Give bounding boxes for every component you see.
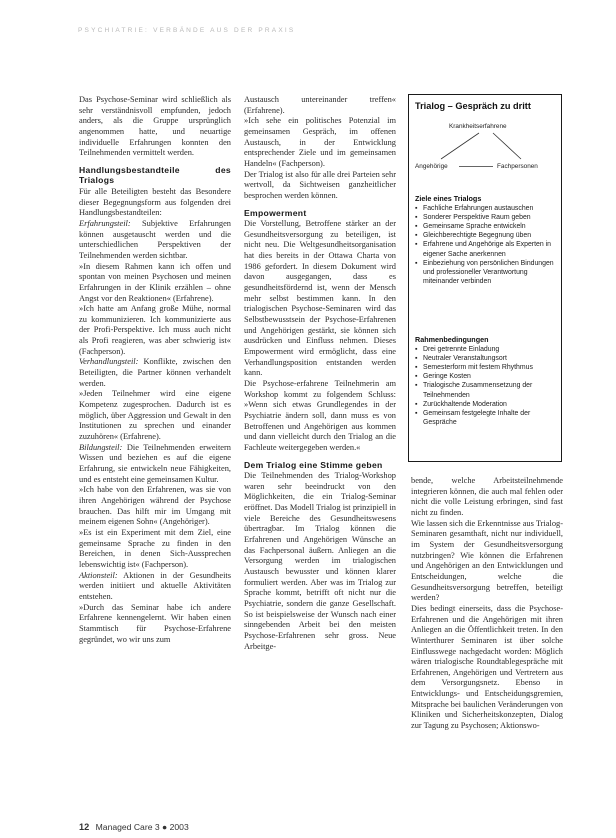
quote: »Es ist ein Experiment mit dem Ziel, eine gemeinsame Sprache zu finden in den Bereichen, in denen Sich-Aussprechen lebenswichtig ist« (Fachperson). bbox=[79, 527, 231, 569]
paragraph: Für alle Beteiligten besteht das Besondere dieser Begegnungsform aus folgenden drei Handlungsbestandteilen: bbox=[79, 186, 231, 218]
quote: »Ich hatte am Anfang große Mühe, normal zu kommunizieren. Ich kommunizierte aus der Profi-Perspektive. Ich muss auch nicht als Profi reagieren, was aber schwierig ist« (Fachperson). bbox=[79, 304, 231, 356]
paragraph: Die Vorstellung, Betroffene stärker an der Gesundheitsversorgung zu beteiligen, ist nicht neu. Die Weltgesundheitsorganisation hat dies bereits in der Ottawa Charta von 1986 gefordert. In diesem Dokument wird davon ausgegangen, dass es gesundheitsfördernd ist, wenn der Mensch mehr selbst bestimmen kann. In den trialogischen Psychose-Seminaren wird das Selbstbewusstsein der Psychose-Erfahrenen und Angehörigen gestärkt, sie können sich ausdrücken und Einfluss nehmen. Dieses Empowerment wird ermöglicht, dass eine Verhandlungsposition entstanden werden kann. bbox=[244, 219, 396, 378]
page-number: 12 bbox=[79, 822, 90, 832]
paragraph: Die Teilnehmenden des Trialog-Workshop waren sehr beeindruckt von den Möglichkeiten, die ein Trialog-Seminar eröffnet. Das Modell Trialog ist prinzipiell in viele Bereiche des Gesundheitswesens übertragbar. Im Trialog können die Erfahrenen und Angehörigen Wünsche an das Fachpersonal äußern. Anliegen an die Versorgung werden im trialogischen Austausch bewusster und können klarer formuliert werden. Aber was im Trialog zur Sprache kommt, betrifft oft nicht nur die Psychiatrie, sondern die ganze Gesellschaft. So ist beispielsweise der Wunsch nach einer sinngebenden Arbeit bei den meisten Psychose-Erfahrenen sehr gross. Neue Arbeitge- bbox=[244, 471, 396, 651]
paragraph: Die Psychose-erfahrene Teilnehmerin am Workshop kommt zu folgendem Schluss: »Wenn sich etwas Grundlegendes in der Psychiatrie ändern soll, dann muss es von Betroffenen und Angehörigen aus kommen und dann vielleicht durch den Trialog an die Fachleute weitergegeben werden.« bbox=[244, 378, 396, 452]
column-1 bbox=[79, 95, 231, 645]
list-item: ▪ Zurückhaltende Moderation bbox=[415, 400, 557, 409]
conditions-list bbox=[415, 345, 557, 427]
term: Bildungsteil: bbox=[79, 442, 123, 452]
list-item: ▪ Geringe Kosten bbox=[415, 372, 557, 381]
diagram-label-top: Krankheitserfahrene bbox=[449, 123, 507, 130]
paragraph: Austausch untereinander treffen« (Erfahrene). bbox=[244, 95, 396, 115]
paragraph: Der Trialog ist also für alle drei Parteien sehr wertvoll, da Sichtweisen ganzheitlicher besprochen werden können. bbox=[244, 169, 396, 200]
paragraph bbox=[79, 357, 231, 389]
box-title: Trialog – Gespräch zu dritt bbox=[415, 101, 531, 111]
goals-title: Ziele eines Trialogs bbox=[415, 194, 482, 203]
list-item: ▪ Erfahrene und Angehörige als Experten in eigener Sache anerkennen bbox=[415, 240, 557, 258]
quote: »Ich sehe ein politisches Potenzial im gemeinsamen Gespräch, im offenen Austausch, in der Entwicklung entsprechender Ziele und im gemeinsamen Handeln« (Fachperson). bbox=[244, 116, 396, 168]
conditions-title: Rahmenbedingungen bbox=[415, 335, 489, 344]
goals-list bbox=[415, 204, 557, 286]
paragraph: Das Psychose-Seminar wird schließlich als sehr verständnisvoll empfunden, jedoch anders, als die Gruppe ursprünglich angenommen hatte, und neuartige individuelle Erfahrungen konnten den Teilnehmenden vermittelt werden. bbox=[79, 95, 231, 158]
journal-name: Managed Care bbox=[95, 822, 153, 832]
list-item: ▪ Trialogische Zusammensetzung der Teilnehmenden bbox=[415, 381, 557, 399]
conditions-section bbox=[415, 335, 557, 427]
paragraph bbox=[79, 219, 231, 262]
paragraph-text: Die Teilnehmenden erweitern Wissen und beziehen es auf die eigene Erfahrung, sie entwickeln neue Fähigkeiten, und es entsteht eine gemeinsamen Kultur. bbox=[79, 442, 231, 484]
paragraph: Dies bedingt einerseits, dass die Psychose-Erfahrenen und die Angehörigen mit ihren Anliegen an die Öffentlichkeit treten. In den Winterthurer Seminaren ist über solche Einflusswege nachgedacht worden: Möglich wären trialogische Roundtablegespräche mit Erfahrenen, Angehörigen und Vertretern aus dem Versorgungsnetz. Ebenso in Entwicklungs- und Entscheidungsgremien, Mitsprache bei baulichen Veränderungen von Kliniken und Sicherheitskonzepten, Dialog zur Tagung zu Psychosen; Aktionswo- bbox=[411, 603, 563, 731]
diagram-connector-left bbox=[441, 133, 479, 159]
list-item: ▪ Neutraler Veranstaltungsort bbox=[415, 354, 557, 363]
quote: »Ich habe von den Erfahrenen, was sie von ihren Angehörigen während der Psychose brauchen. Das hilft mir im Umgang mit meinem eigenen Sohn« (Angehöriger). bbox=[79, 485, 231, 527]
column-3 bbox=[411, 476, 563, 732]
journal-issue: 3 ● 2003 bbox=[154, 822, 189, 832]
list-item: ▪ Gemeinsame Sprache entwickeln bbox=[415, 222, 557, 231]
paragraph-text: Konflikte, zwischen den Beteiligten, die Partner können verhandelt werden. bbox=[79, 357, 231, 388]
paragraph: Wie lassen sich die Erkenntnisse aus Trialog-Seminaren gesamthaft, nicht nur individuell, im System der Gesundheitsversorgung nutzbringen? Wie können die Erfahrenen und Angehörigen an den Entwicklungen und Entscheidungen, welche die Gesundheitsversorgung betreffen, beteiligt werden? bbox=[411, 518, 563, 603]
quote: »Durch das Seminar habe ich andere Erfahrene kennengelernt. Wir haben einen Stammtisch für Psychose-Erfahrene gegründet, wo wir uns zum bbox=[79, 602, 231, 644]
list-item: ▪ Gleichberechtigte Begegnung üben bbox=[415, 231, 557, 240]
diagram-label-left: Angehörige bbox=[415, 163, 448, 170]
paragraph bbox=[79, 571, 231, 603]
quote: »In diesem Rahmen kann ich offen und spontan von meinen Psychosen und meinen Erfahrungen in der Klinik erzählen – ohne Angst vor den Reaktionen« (Erfahrene). bbox=[79, 261, 231, 303]
column-2 bbox=[244, 95, 396, 652]
page-footer bbox=[79, 822, 189, 832]
section-heading: Dem Trialog eine Stimme geben bbox=[244, 459, 383, 470]
list-item: ▪ Einbeziehung von persönlichen Bindungen und professioneller Verantwortung miteinander verbinden bbox=[415, 259, 557, 286]
section-heading: Handlungsbestandteile des Trialogs bbox=[79, 164, 231, 186]
diagram-label-right: Fachpersonen bbox=[497, 163, 538, 170]
running-head: PSYCHIATRIE: VERBÄNDE AUS DER PRAXIS bbox=[78, 27, 296, 34]
paragraph-text: Aktionen in der Gesundheits werden initiiert und aktuelle Aktivitäten entstehen. bbox=[79, 570, 231, 601]
list-item: ▪ Drei getrennte Einladung bbox=[415, 345, 557, 354]
term: Erfahrungsteil: bbox=[79, 218, 131, 228]
list-item: ▪ Sonderer Perspektive Raum geben bbox=[415, 213, 557, 222]
goals-section bbox=[415, 194, 557, 286]
list-item: ▪ Fachliche Erfahrungen austauschen bbox=[415, 204, 557, 213]
paragraph-text: Subjektive Erfahrungen können ausgetauscht werden und die unterschiedlichen Perspektiven der Teilnehmenden werden sichtbar. bbox=[79, 218, 231, 260]
diagram-connector-right bbox=[493, 133, 521, 159]
trialog-diagram bbox=[409, 119, 561, 173]
list-item: ▪ Gemeinsam festgelegte Inhalte der Gespräche bbox=[415, 409, 557, 427]
paragraph: bende, welche Arbeitsteilnehmende integrieren können, die auch mal fehlen oder nicht die volle Leistung erbringen, sind fast nicht zu finden. bbox=[411, 476, 563, 517]
paragraph bbox=[79, 443, 231, 486]
term: Aktionsteil: bbox=[79, 570, 118, 580]
term: Verhandlungsteil: bbox=[79, 357, 139, 367]
section-heading: Empowerment bbox=[244, 207, 307, 218]
info-box bbox=[408, 94, 562, 462]
list-item: ▪ Semesterform mit festem Rhythmus bbox=[415, 363, 557, 372]
quote: »Jeden Teilnehmer wird eine eigene Kompetenz zugesprochen. Dadurch ist es möglich, über Aggression und Gewalt in den Institutionen zu sprechen und einander zuzuhören« (Erfahrene). bbox=[79, 389, 231, 442]
